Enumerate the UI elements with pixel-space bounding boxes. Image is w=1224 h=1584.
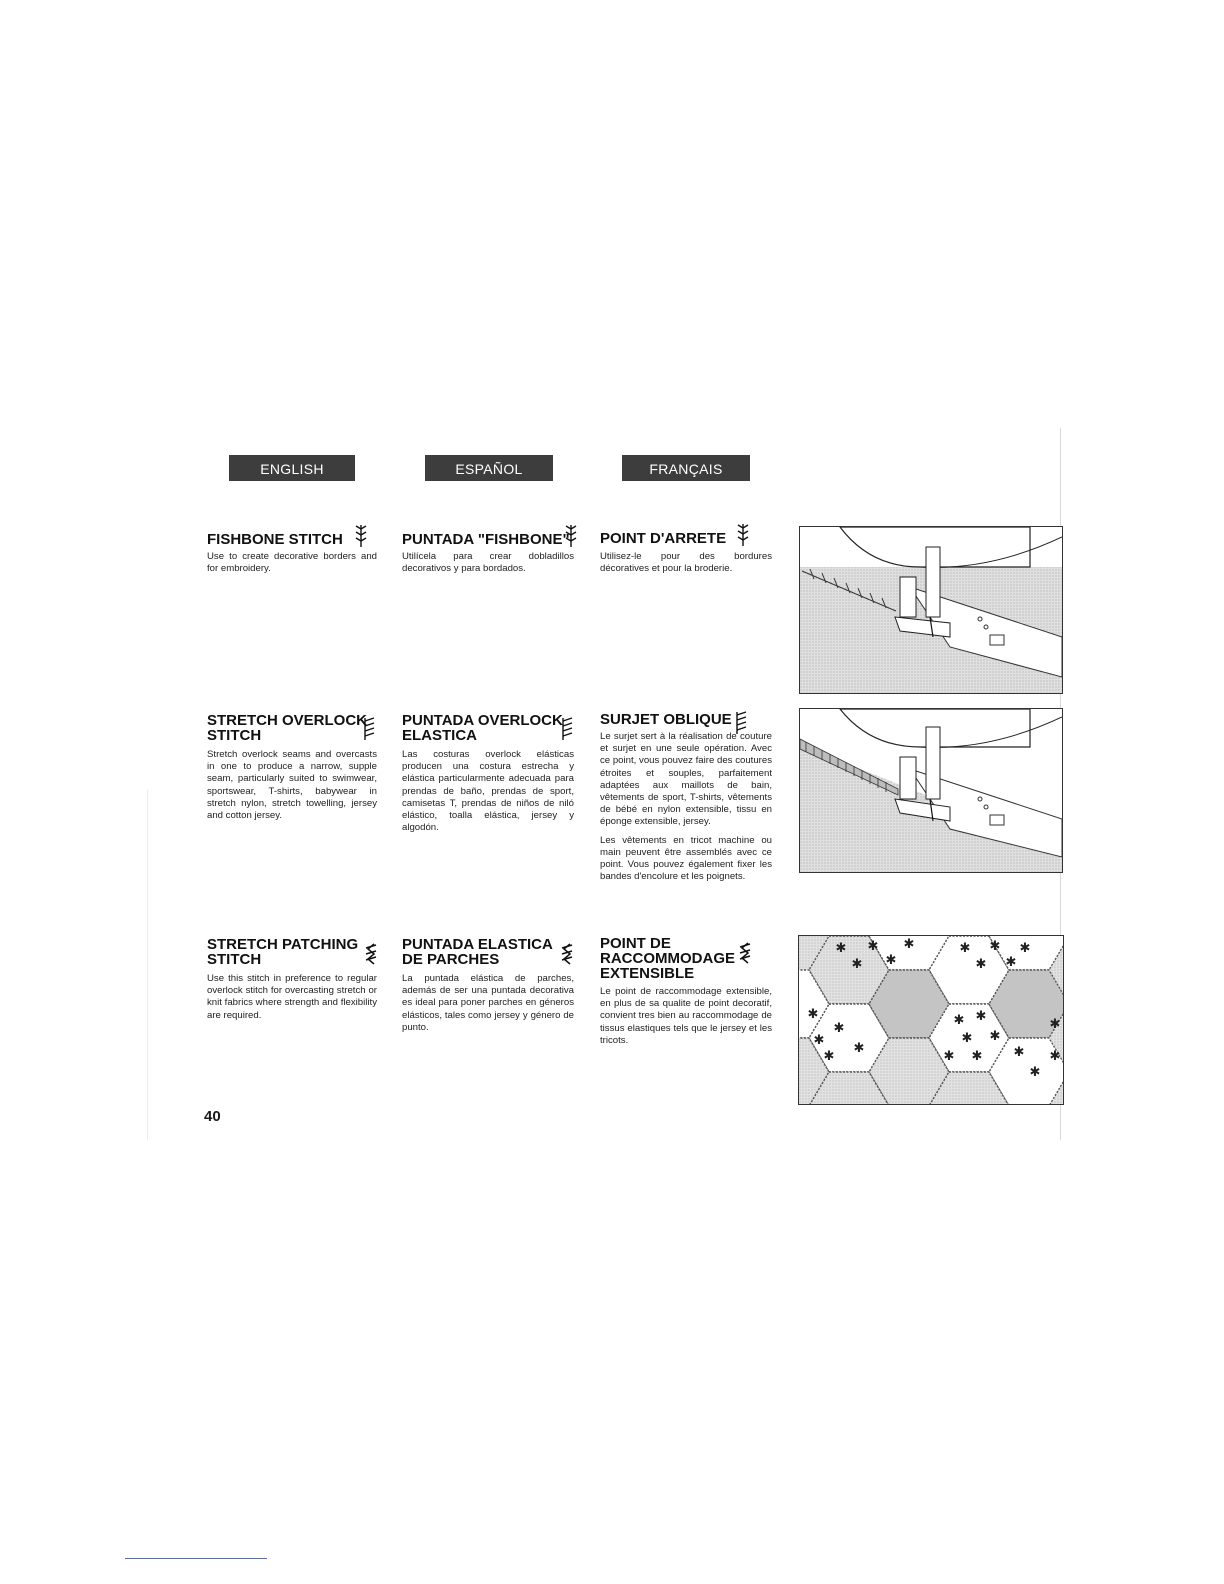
overlock-title-en: STRETCH OVERLOCK STITCH: [207, 712, 368, 744]
tab-espanol: ESPAÑOL: [425, 455, 553, 481]
fishbone-title-fr: POINT D'ARRETE: [600, 530, 727, 547]
page-edge-line-left: [147, 790, 148, 1140]
svg-text:✱: ✱: [1049, 1017, 1061, 1032]
patching-body-es: La puntada elástica de parches, además de ser una puntada decorativa es ideal para poner parches en géneros elásticos, tales como jersey y género de punto.: [402, 973, 574, 1033]
overlock-stitch-icon: [560, 716, 574, 742]
svg-text:✱: ✱: [813, 1033, 825, 1048]
svg-text:✱: ✱: [1019, 941, 1031, 956]
svg-text:✱: ✱: [989, 1029, 1001, 1044]
svg-text:✱: ✱: [1029, 1065, 1041, 1080]
svg-text:✱: ✱: [867, 939, 879, 954]
svg-text:✱: ✱: [975, 1009, 987, 1024]
svg-text:✱: ✱: [807, 1007, 819, 1022]
patching-title-fr: POINT DE RACCOMMODAGE EXTENSIBLE: [600, 935, 735, 982]
fishbone-title-es: PUNTADA "FISHBONE": [402, 531, 570, 548]
svg-text:✱: ✱: [1005, 955, 1017, 970]
patching-title-en: STRETCH PATCHING STITCH: [207, 936, 359, 968]
svg-text:✱: ✱: [975, 957, 987, 972]
svg-text:✱: ✱: [903, 937, 915, 952]
svg-text:✱: ✱: [953, 1013, 965, 1028]
overlock-illustration: [799, 708, 1063, 873]
svg-text:✱: ✱: [961, 1031, 973, 1046]
overlock-body-en: Stretch overlock seams and overcasts in one to produce a narrow, supple seam, particularly suited to swimwear, sportswear, T-shirts, babywear in stretch nylon, stretch towelling, jersey and cotton jersey.: [207, 749, 377, 822]
fishbone-stitch-icon: [353, 523, 369, 549]
fishbone-illustration: [799, 526, 1063, 694]
fishbone-body-en: Use to create decorative borders and for embroidery.: [207, 551, 377, 575]
page-number: 40: [204, 1108, 221, 1125]
svg-text:✱: ✱: [959, 941, 971, 956]
svg-text:✱: ✱: [971, 1049, 983, 1064]
fishbone-title-en: FISHBONE STITCH: [207, 531, 343, 548]
footer-link-line: [125, 1558, 267, 1559]
overlock-title-es: PUNTADA OVERLOCK ELASTICA: [402, 712, 563, 744]
overlock-stitch-icon: [734, 710, 748, 736]
svg-text:✱: ✱: [835, 941, 847, 956]
svg-text:✱: ✱: [943, 1049, 955, 1064]
overlock-title-fr: SURJET OBLIQUE: [600, 711, 732, 728]
svg-text:✱: ✱: [1049, 1049, 1061, 1064]
overlock-stitch-icon: [362, 716, 376, 742]
patching-stitch-icon: [738, 941, 752, 967]
tab-english: ENGLISH: [229, 455, 355, 481]
patching-body-fr: Le point de raccommodage extensible, en plus de sa qualite de point decoratif, convient tres bien au raccommodage de tissus elastiques tels que le jersey et les tricots.: [600, 986, 772, 1046]
svg-text:✱: ✱: [823, 1049, 835, 1064]
patching-body-en: Use this stitch in preference to regular overlock stitch for overcasting stretch or knit fabrics where strength and flexibility are required.: [207, 973, 377, 1021]
overlock-body-fr: Le surjet sert à la réalisation de couture et surjet en une seule opération. Avec ce point, vous pouvez faire des coutures étroites et souples, parfaitement adaptées aux maillots de bain, vêtements de sport, T-shirts, vêtements de bébé en nylon extensible, tissu en éponge extensible, jersey. Les vêtements en tricot machine ou main peuvent être assemblés avec ce point. Vous pouvez également fixer les bandes d'encolure et les poignets.: [600, 731, 772, 883]
svg-text:✱: ✱: [853, 1041, 865, 1056]
fishbone-stitch-icon: [563, 523, 579, 549]
svg-text:✱: ✱: [833, 1021, 845, 1036]
patching-title-es: PUNTADA ELASTICA DE PARCHES: [402, 936, 553, 968]
fishbone-body-fr: Utilisez-le pour des bordures décoratives et pour la broderie.: [600, 551, 772, 575]
svg-text:✱: ✱: [851, 957, 863, 972]
patching-illustration: [798, 935, 1064, 1105]
tab-francais: FRANÇAIS: [622, 455, 750, 481]
patching-stitch-icon: [364, 942, 378, 968]
svg-text:✱: ✱: [1013, 1045, 1025, 1060]
patching-stitch-icon: [560, 942, 574, 968]
svg-text:✱: ✱: [989, 939, 1001, 954]
fishbone-body-es: Utilícela para crear dobladillos decorativos y para bordados.: [402, 551, 574, 575]
overlock-body-es: Las costuras overlock elásticas producen una costura estrecha y elástica particularmente adecuada para prendas de baño, prendas de sport, camisetas T, prendas de niños de niló elástico, toalla elástica, jersey y algodón.: [402, 749, 574, 834]
fishbone-stitch-icon: [735, 522, 751, 548]
svg-text:✱: ✱: [885, 953, 897, 968]
